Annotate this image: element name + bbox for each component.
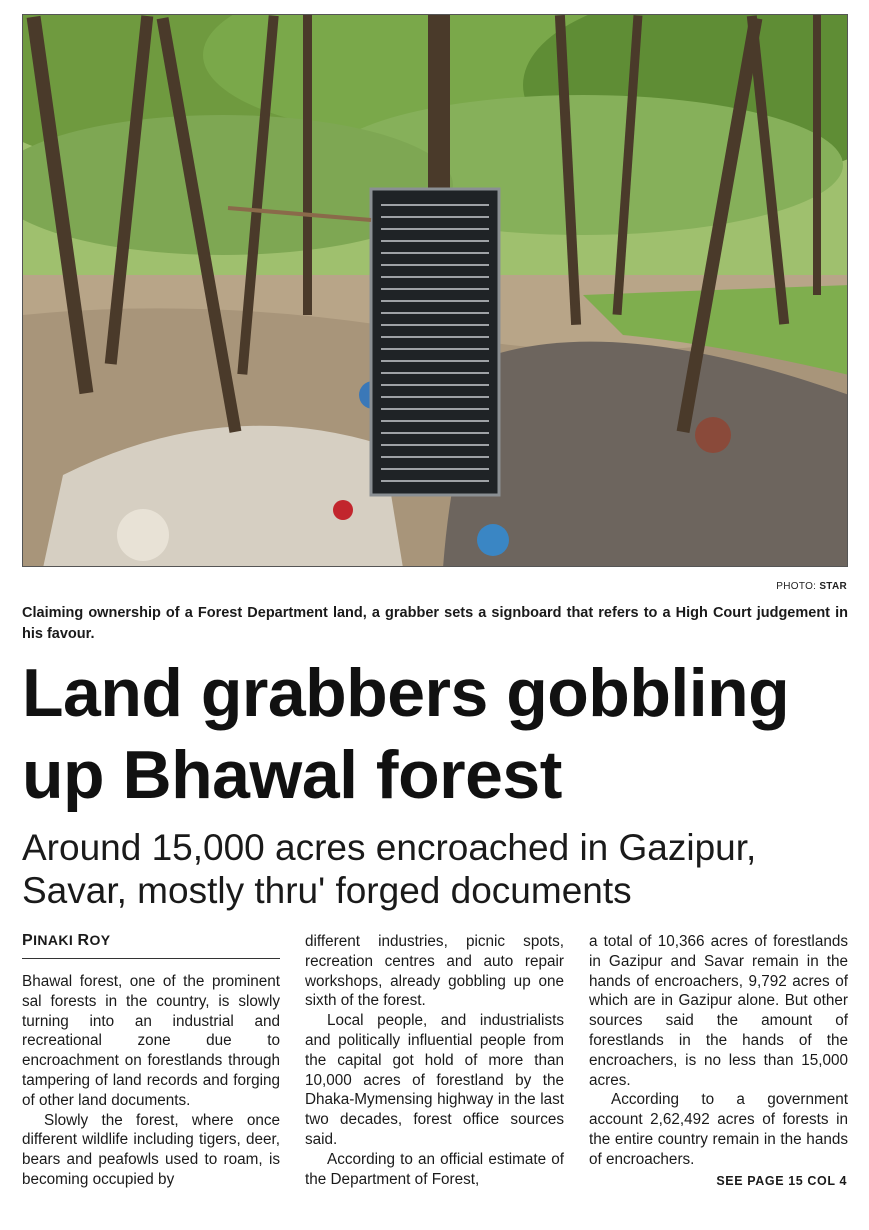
byline-rest-1: INAKI (33, 932, 78, 948)
subhead-line-1: Around 15,000 acres encroached in Gazipur, (22, 827, 757, 868)
subhead-line-2: Savar, mostly thru' forged documents (22, 870, 632, 911)
paragraph: Local people, and industrialists and politically influential people from the capital got hold of more than 10,000 acres of forestland by the Dhaka-Mymensing highway in the last two decades, forest office sources said. (305, 1012, 564, 1148)
continued-on-page[interactable]: SEE PAGE 15 COL 4 (716, 1174, 847, 1188)
paragraph: Slowly the forest, where once different wildlife including tigers, deer, bears and peafowls used to roam, is becoming occupied by (22, 1111, 280, 1188)
photo-caption: Claiming ownership of a Forest Department land, a grabber sets a signboard that refers to a High Court judgement in his favour. (22, 605, 848, 642)
byline-initial-1: P (22, 932, 34, 949)
headline-line-1: Land grabbers gobbling (22, 655, 790, 731)
byline (22, 932, 280, 959)
paragraph: According to a government account 2,62,492 acres of forests in the entire country remain in the hands of encroachers. (589, 1091, 848, 1168)
paragraph: According to an official estimate of the Department of Forest, (305, 1150, 564, 1188)
article-column-1 (22, 972, 280, 1190)
forest-photo-icon (23, 15, 848, 567)
article-column-3 (589, 932, 848, 1170)
headline-line-2: up Bhawal forest (22, 737, 562, 813)
news-photo (22, 14, 848, 567)
headline (22, 652, 862, 816)
article-column-2 (305, 932, 564, 1189)
paragraph: a total of 10,366 acres of forestlands in Gazipur and Savar remain in the hands of encroachers, 9,792 acres of which are in Gazipur alone. But other sources said the amount of forestlands in the hands of the encroachers, is no less than 15,000 acres. (589, 933, 848, 1089)
photo-credit-label: PHOTO: (776, 581, 820, 592)
subheadline (22, 826, 852, 912)
paragraph: Bhawal forest, one of the prominent sal forests in the country, is slowly turning into an industrial and recreational zone due to encroachment on forestlands through tampering of land records and forging of other land documents. (22, 973, 280, 1109)
paragraph: different industries, picnic spots, recreation centres and auto repair workshops, already gobbling up one sixth of the forest. (305, 933, 564, 1010)
byline-initial-2: R (77, 932, 90, 949)
byline-rest-2: OY (89, 932, 111, 948)
photo-credit (776, 581, 847, 592)
photo-credit-source: STAR (819, 581, 847, 592)
